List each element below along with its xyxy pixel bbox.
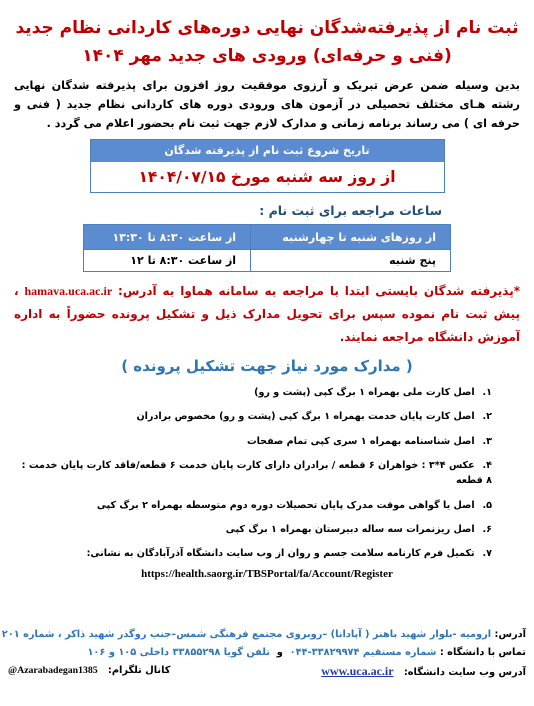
address-text: ارومیه -بلوار شهید باهنر ( آپادانا) –روبروی مجتمع فرهنگی شمس–جنب روگذر شهید ذاکر ، شماره ۲۰۱ [1,629,492,640]
item-text: اصل یا گواهی موقت مدرک پایان تحصیلات دوره دوم متوسطه بهمراه ۲ برگ کپی [96,499,475,511]
preregistration-notice [14,280,520,349]
address-label: آدرس: [494,629,526,640]
intro-paragraph: بدین وسیله ضمن عرض تبریک و آرزوی موفقیت روز افزون برای پذیرفته شدگان نهایی رشته هـای مختلف تحصیلی در آزمون های ورودی دوره های کاردانی نظام جدید ( فنی و حرفه ای ) می رساند برنامه زمانی و مدارک لازم جهت ثبت نام بحضور اعلام می گردد . [14,79,520,130]
hamava-link[interactable]: hamava.uca.ac.ir [24,284,113,298]
documents-list [14,385,492,562]
notice-lead: *پذیرفته شدگان بایستی ابتدا با مراجعه به سامانه هماوا به آدرس: [112,284,520,298]
item-number: ۳. [482,435,492,447]
telegram-block [8,662,170,680]
list-item [14,409,492,425]
page-title-line2: (فنی و حرفه‌ای) ورودی های جدید مهر ۱۴۰۴ [82,46,452,66]
item-number: ۷. [482,548,492,560]
contact-direct: شماره مستقیم ۳۳۸۲۹۹۷۴-۰۴۴ [289,647,437,658]
website-link[interactable]: www.uca.ac.ir [321,664,394,678]
list-item [14,522,492,538]
contact-label: تماس با دانشگاه : [439,647,526,658]
registration-date-header: تاریخ شروع ثبت نام از پذیرفته شدگان [91,140,444,162]
health-form-link[interactable]: https://health.saorg.ir/TBSPortal/fa/Account/Register [141,567,393,580]
item-text: عکس ۴*۳ : خواهران ۶ قطعه / برادران دارای کارت پایان خدمت ۶ قطعه/فاقد کارت پایان خدمت : ۸ قطعه [21,459,492,487]
hours-time-cell: از ساعت ۸:۳۰ تا ۱۳:۳۰ [84,225,251,250]
item-number: ۶. [482,523,492,535]
contact-and: و [276,647,283,658]
telegram-label: کانال تلگرام: [107,665,171,676]
list-item [14,458,492,489]
website-block [321,662,526,682]
telegram-handle[interactable]: @Azarabadegan1385 [8,665,98,676]
item-text: اصل ریزنمرات سه ساله دبیرستان بهمراه ۱ برگ کپی [225,523,475,535]
item-text: اصل کارت پایان خدمت بهمراه ۱ برگ کپی (پشت و رو) مخصوص برادران [136,411,475,423]
documents-title: ( مدارک مورد نیاز جهت تشکیل پرونده ) [121,357,413,375]
footer-web [8,662,526,682]
item-text: اصل کارت ملی بهمراه ۱ برگ کپی (پشت و رو) [254,387,475,398]
hours-heading: ساعات مراجعه برای ثبت نام : [259,203,442,218]
table-row [84,250,451,272]
list-item [14,498,492,514]
registration-date-box [90,139,445,193]
list-item [14,546,492,562]
hours-days-cell: از روزهای شنبه تا چهارشنبه [251,225,451,250]
list-item [14,434,492,450]
website-label: آدرس وب سایت دانشگاه: [403,667,526,678]
table-row [84,225,451,250]
item-number: ۲. [482,411,492,423]
item-text: تکمیل فرم کارنامه سلامت جسم و روان از وب سایت دانشگاه آذرآبادگان به نشانی: [86,548,475,560]
item-text: اصل شناسنامه بهمراه ۱ سری کپی تمام صفحات [246,435,475,447]
hours-days-cell: پنج شنبه [251,250,451,272]
list-item [14,385,492,401]
contact-phone: تلفن گویا ۳۳۸۵۵۲۹۸ داخلی ۱۰۵ و ۱۰۶ [87,647,270,658]
footer [1,626,526,682]
hours-time-cell: از ساعت ۸:۳۰ تا ۱۲ [84,250,251,272]
page-title-line1: ثبت نام از پذیرفته‌شدگان نهایی دوره‌های کاردانی نظام جدید [15,18,519,38]
footer-contact [8,644,526,662]
registration-date-value: از روز سه شنبه مورخ ۱۴۰۴/۰۷/۱۵ [91,162,444,192]
footer-address [1,626,526,644]
item-number: ۱. [482,387,492,398]
item-number: ۴. [482,459,492,471]
hours-table [83,224,451,272]
notice-rest: ، پیش ثبت نام نموده سپس برای تحویل مدارک ذیل و تشکیل پرونده حضوراً به اداره آموزش دانشگاه مراجعه نمایند. [14,284,520,344]
item-number: ۵. [482,499,492,511]
